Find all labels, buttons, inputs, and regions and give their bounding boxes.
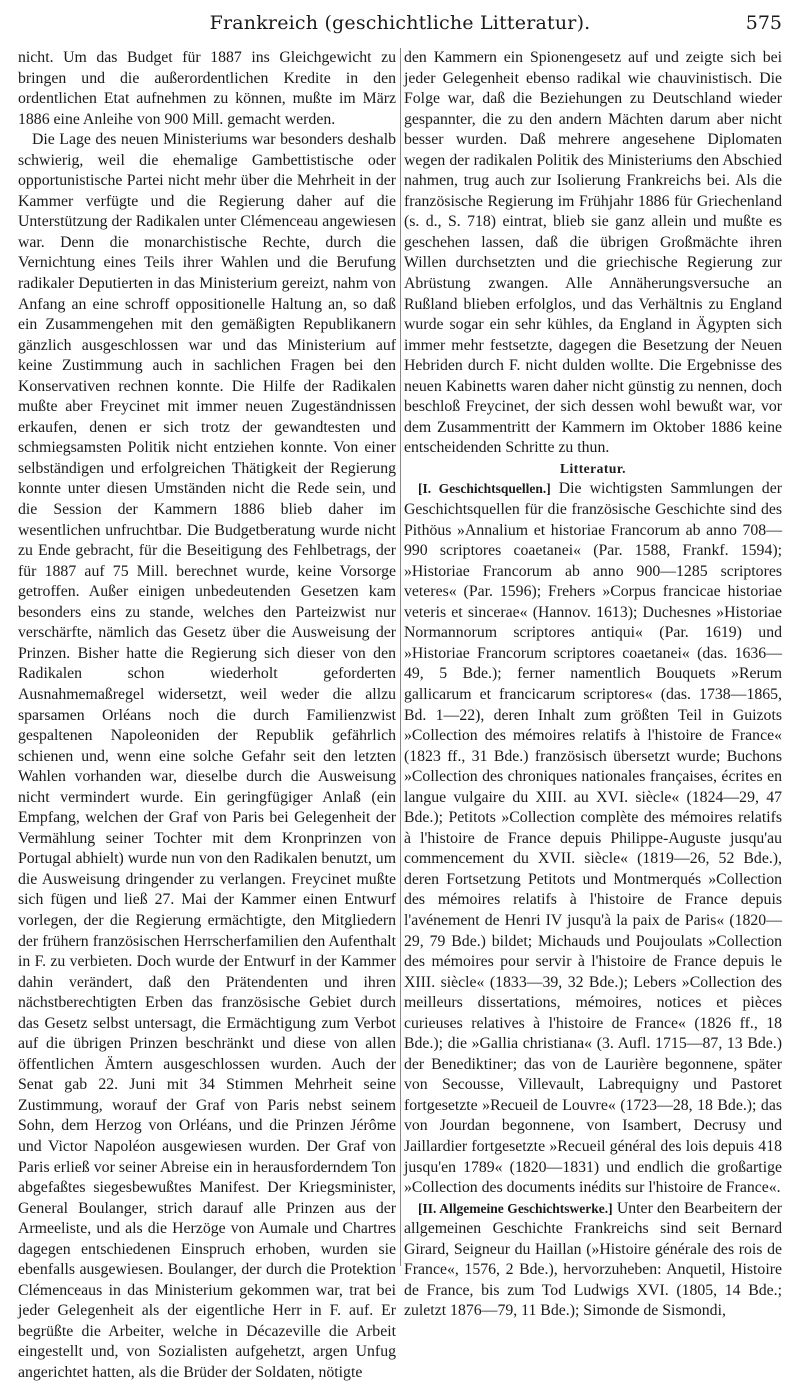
paragraph: den Kammern ein Spionengesetz auf und zeigte sich bei jeder Gelegenheit ebenso radikal wie chauvinistisch. Die Folge war, daß die Beziehungen zu Deutschland wieder gespannter, die zu den andern Mächten darum aber nicht besser wurden. Daß mehrere angesehene Diplomaten wegen der radikalen Politik des Ministeriums den Abschied nahmen, trug auch zur Isolierung Frankreichs bei. Als die französische Regierung im Frühjahr 1886 für Griechenland (s. d., S. 718) eintrat, blieb sie ganz allein und mußte es geschehen lassen, daß die übrigen Großmächte ihren Willen durchsetzten und die griechische Regierung zur Abrüstung zwangen. Alle Annäherungsversuche an Rußland blieben erfolglos, und das Verhältnis zu England wurde sogar ein sehr kühles, da England in Ägypten sich immer mehr festsetzte, dagegen die Besetzung der Neuen Hebriden durch F. nicht dulden wollte. Die Ergebnisse des neuen Kabinetts waren daher nicht günstig zu nennen, doch beschloß Freycinet, der sich dessen wohl bewußt war, vor dem Zusammentritt der Kammern im Oktober 1886 keine entscheidenden Schritte zu thun.: [404, 49, 782, 457]
paragraph: Die Lage des neuen Ministeriums war besonders deshalb schwierig, weil die ehemalige Gambettistische oder opportunistische Partei nicht mehr über die Mehrheit in der Kammer verfügte und die Regierung daher auf die Unterstützung der Radikalen unter Clémenceau angewiesen war. Denn die monarchistische Rechte, durch die Vernichtung eines Teils ihrer Wahlen und die Berufung radikaler Deputierten in das Ministerium gereizt, nahm von Anfang an eine schroff oppositionelle Haltung an, so daß ein Zusammengehen mit den gemäßigten Republikanern gänzlich ausgeschlossen war und das Ministerium auf keine Zustimmung auch in sachlichen Fragen bei den Konservativen rechnen konnte. Die Hilfe der Radikalen mußte aber Freycinet mit immer neuen Zugeständnissen erkaufen, denen er sich trotz der gewandtesten und schmiegsamsten Politik nicht entziehen konnte. Von einer selbständigen und erfolgreichen Thätigkeit der Regierung konnte unter diesen Umständen nicht die Rede sein, und die Session der Kammern 1886 blieb daher im wesentlichen unfruchtbar. Die Budgetberatung wurde nicht zu Ende gebracht, für die Beseitigung des Fehlbetrags, der für 1887 auf 75 Mill. berechnet wurde, keine Vorsorge getroffen. Außer einigen unbedeutenden Gesetzen kam besonders eins zu stande, welches den Parteizwist nur verschärfte, nämlich das Gesetz über die Ausweisung der Prinzen. Bisher hatte die Regierung sich dieser von den Radikalen schon wiederholt geforderten Ausnahmemaßregel widersetzt, weil weder die allzu sparsamen Orléans noch die durch Familienzwist gespaltenen Napoleoniden der Republik gefährlich schienen und, wenn eine solche Gefahr seit den letzten Wahlen vorhanden war, dieselbe durch die Ausweisung nicht vermindert wurde. Ein geringfügiger Anlaß (ein Empfang, welchen der Graf von Paris bei Gelegenheit der Vermählung seiner Tochter mit dem Kronprinzen von Portugal abhielt) wurde nun von den Radikalen benutzt, um die Ausweisung dringender zu verlangen. Freycinet mußte sich fügen und ließ 27. Mai der Kammer einen Entwurf vorlegen, der die Regierung ermächtigte, den Mitgliedern der frühern französischen Herrscherfamilien den Aufenthalt in F. zu verbieten. Doch wurde der Entwurf in der Kammer dahin verändert, daß den Prätendenten und ihren nächstberechtigten Erben das französische Gebiet durch das Gesetz selbst untersagt, die Ermächtigung zum Verbot auf die übrigen Prinzen beschränkt und diese von allen öffentlichen Ämtern ausgeschlossen wurden. Auch der Senat gab 22. Juni mit 34 Stimmen Mehrheit seine Zustimmung, worauf der Graf von Paris nebst seinem Sohn, dem Herzog von Orléans, und die Prinzen Jérôme und Victor Napoléon ausgewiesen wurden. Der Graf von Paris erließ vor seiner Abreise ein in herausforderndem Ton abgefaßtes siegesbewußtes Manifest. Der Kriegsminister, General Boulanger, strich darauf alle Prinzen aus der Armeeliste, und als die Herzöge von Aumale und Chartres dagegen entschiedenen Einspruch erhoben, wurden sie ebenfalls ausgewiesen. Boulanger, der durch die Protektion Clémenceaus in das Ministerium gekommen war, trat bei jeder Gelegenheit als der eigentliche Herr in F. auf. Er begrüßte die Arbeiter, welche in Décazeville die Arbeit eingestellt und, von Sozialisten aufgehetzt, argen Unfug angerichtet hatten, als die Brüder der Soldaten, nötigte: [18, 131, 396, 1381]
column-divider: [400, 48, 401, 1266]
right-column: [404, 48, 783, 1320]
paragraph: [404, 1199, 782, 1322]
section-label: [II. Allgemeine Geschichtswerke.]: [418, 1200, 613, 1216]
section-label: [I. Geschichtsquellen.]: [418, 481, 551, 497]
section-text: Die wichtigsten Sammlungen der Geschichtsquellen für die französische Geschichte sind des Pithöus »Annalium et historiae Francorum ab anno 708—990 scriptores coaetanei« (Par. 1588, Frankf. 1594); »Historiae Francorum ab anno 900—1285 scriptores veteres« (Par. 1596); Frehers »Corpus francicae historiae veteris et sincerae« (Hannov. 1613); Duchesnes »Historiae Normannorum scriptores antiqui« (Par. 1619) und »Historiae Francorum scriptores coaetanei« (das. 1636—49, 5 Bde.); ferner namentlich Bouquets »Rerum gallicarum et francicarum scriptores« (das. 1738—1865, Bd. 1—22), deren Inhalt zum größten Teil in Guizots »Collection des mémoires relatifs à l'histoire de France« (1823 ff., 31 Bde.) französisch übersetzt wurde; Buchons »Collection des chroniques nationales françaises, écrites en langue vulgaire du XIII. au XVI. siècle« (1824—29, 47 Bde.); Petitots »Collection complète des mémoires relatifs à l'histoire de France depuis Philippe-Auguste jusqu'au commencement du XVII. siècle« (1819—26, 52 Bde.), deren Fortsetzung Petitots und Montmerqués »Collection des mémoires relatifs à l'histoire de France depuis l'avénement de Henri IV jusqu'à la paix de Paris« (1820—29, 79 Bde.) bildet; Michauds und Poujoulats »Collection des mémoires pour servir à l'histoire de France depuis le XIII. siècle« (1833—39, 32 Bde.); Lebers »Collection des meilleurs dissertations, mémoires, notices et pièces curieuses relatives à l'histoire de France« (1826 ff., 18 Bde.); die »Gallia christiana« (3. Aufl. 1715—87, 13 Bde.) der Benediktiner; das von de Laurière begonnene, später von Secousse, Villevault, Labrequigny und Pastoret fortgesetzte »Recueil de Louvre« (1723—28, 18 Bde.); das von Jourdan begonnene, von Isambert, Decrusy und Jaillardier fortgesetzte »Recueil général des lois depuis 418 jusqu'en 1789« (1820—1831) und endlich die großartige »Collection des documents inédits sur l'histoire de France«.: [404, 480, 782, 1197]
left-column: [18, 48, 396, 1381]
section-heading: Litteratur.: [559, 460, 627, 476]
page-number: 575: [745, 12, 782, 34]
paragraph: nicht. Um das Budget für 1887 ins Gleichgewicht zu bringen und die außerordentlichen Kredite in den ordentlichen Etat aufnehmen zu können, mußte im März 1886 eine Anleihe von 900 Mill. gemacht werden.: [18, 49, 396, 128]
text-columns: [18, 48, 783, 1381]
section-text: Unter den Bearbeitern der allgemeinen Geschichte Frankreichs sind seit Bernard Girard, Seigneur du Haillan (»Histoire générale des rois de France«, 1576, 2 Bde.), hervorzuheben: Anquetil, Histoire de France, bis zum Tod Ludwigs XVI. (1805, 14 Bde.; zuletzt 1876—79, 11 Bde.); Simonde de Sismondi,: [404, 1199, 783, 1320]
page-header: [18, 8, 782, 48]
running-title: Frankreich (geschichtliche Litteratur).: [209, 12, 591, 34]
paragraph: [404, 479, 782, 1198]
